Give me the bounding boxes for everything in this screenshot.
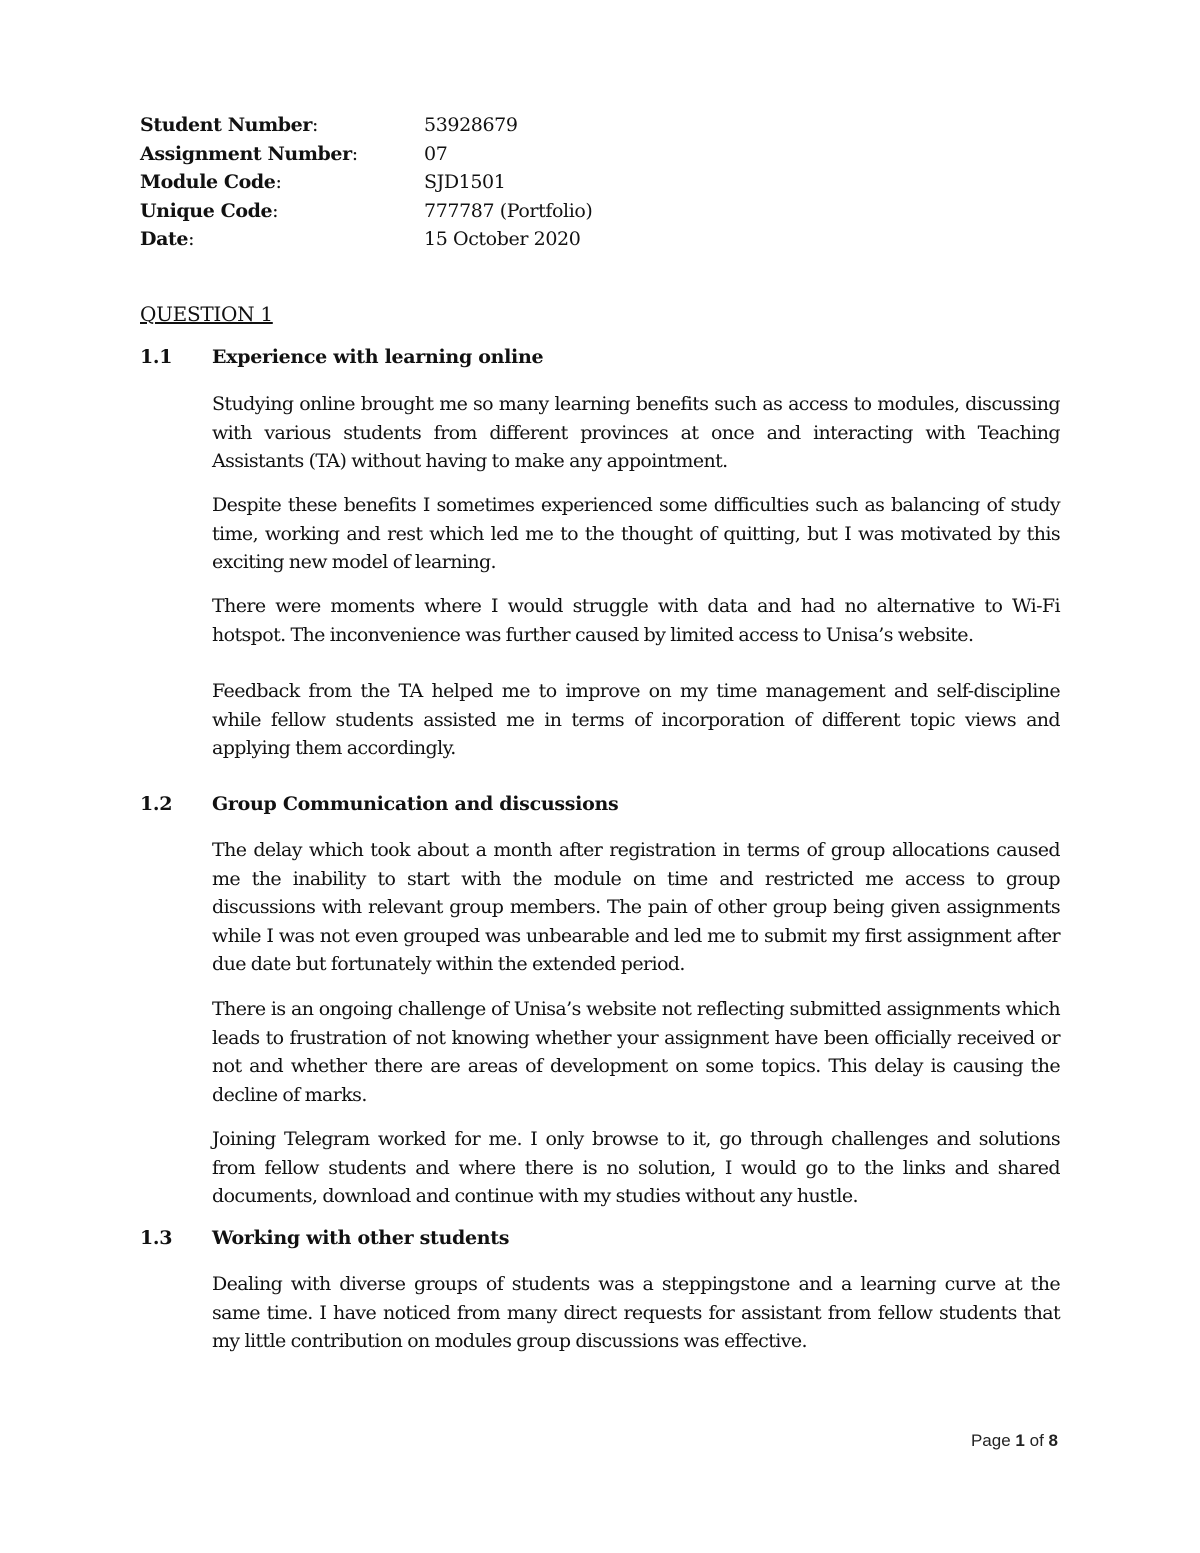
info-row-assignment-number xyxy=(140,143,592,172)
page-word: Page xyxy=(970,1431,1011,1450)
info-label: Student Number xyxy=(140,114,312,136)
section-number: 1.1 xyxy=(140,346,173,368)
info-colon: : xyxy=(272,199,279,222)
section-title: Experience with learning online xyxy=(212,346,544,368)
info-label: Date xyxy=(140,228,189,250)
info-value: 07 xyxy=(424,142,448,165)
paragraph: The delay which took about a month after registration in terms of group allocations caused me the inability to start with the module on time and restricted me access to group discussions with relevant group members. The pain of other group being given assignments while I was not even grouped was unbearable and led me to submit my first assignment after due date but fortunately within the extended period. xyxy=(212,839,1060,976)
of-word: of xyxy=(1029,1431,1044,1450)
paragraph: Joining Telegram worked for me. I only browse to it, go through challenges and solutions from fellow students and where there is no solution, I would go to the links and shared documents, download and continue with my studies without any hustle. xyxy=(212,1128,1060,1208)
info-value: 53928679 xyxy=(424,114,518,136)
info-label: Assignment Number xyxy=(140,142,352,165)
info-colon: : xyxy=(188,228,195,250)
section-heading-1-1 xyxy=(140,346,543,368)
section-heading-1-3 xyxy=(140,1227,509,1249)
section-heading-1-2 xyxy=(140,793,618,815)
info-colon: : xyxy=(351,142,358,165)
section-title: Working with other students xyxy=(212,1227,510,1249)
info-colon: : xyxy=(311,114,318,136)
info-row-unique-code xyxy=(140,200,592,229)
info-colon: : xyxy=(275,171,282,193)
info-label: Module Code xyxy=(140,171,276,193)
section-number: 1.3 xyxy=(140,1227,173,1249)
page-number-footer xyxy=(971,1431,1058,1451)
paragraph: There is an ongoing challenge of Unisa’s website not reflecting submitted assignments which leads to frustration of not knowing whether your assignment have been officially received or not and whether there are areas of development on some topics. This delay is causing the decline of marks. xyxy=(212,998,1060,1106)
info-value: SJD1501 xyxy=(424,171,506,193)
question-title: QUESTION 1 xyxy=(140,302,273,326)
info-value: 15 October 2020 xyxy=(424,228,581,250)
paragraph: Despite these benefits I sometimes experienced some difficulties such as balancing of study time, working and rest which led me to the thought of quitting, but I was motivated by this exciting new model of learning. xyxy=(212,494,1060,574)
paragraph: Studying online brought me so many learning benefits such as access to modules, discussing with various students from different provinces at once and interacting with Teaching Assistants (TA) without having to make any appointment. xyxy=(212,393,1060,473)
info-label: Unique Code xyxy=(140,199,273,222)
info-value: 777787 (Portfolio) xyxy=(424,199,593,222)
total-pages: 8 xyxy=(1048,1431,1058,1450)
info-row-module-code xyxy=(140,171,592,200)
section-number: 1.2 xyxy=(140,793,173,815)
paragraph: Feedback from the TA helped me to improve on my time management and self-discipline while fellow students assisted me in terms of incorporation of different topic views and applying them accordingly. xyxy=(212,680,1060,760)
info-row-student-number xyxy=(140,114,592,143)
current-page: 1 xyxy=(1015,1431,1025,1450)
paragraph: Dealing with diverse groups of students was a steppingstone and a learning curve at the same time. I have noticed from many direct requests for assistant from fellow students that my little contribution on modules group discussions was effective. xyxy=(212,1273,1060,1353)
paragraph: There were moments where I would struggle with data and had no alternative to Wi-Fi hotspot. The inconvenience was further caused by limited access to Unisa’s website. xyxy=(212,595,1060,646)
section-title: Group Communication and discussions xyxy=(212,793,619,815)
student-info-block xyxy=(140,114,592,257)
info-row-date xyxy=(140,228,592,257)
